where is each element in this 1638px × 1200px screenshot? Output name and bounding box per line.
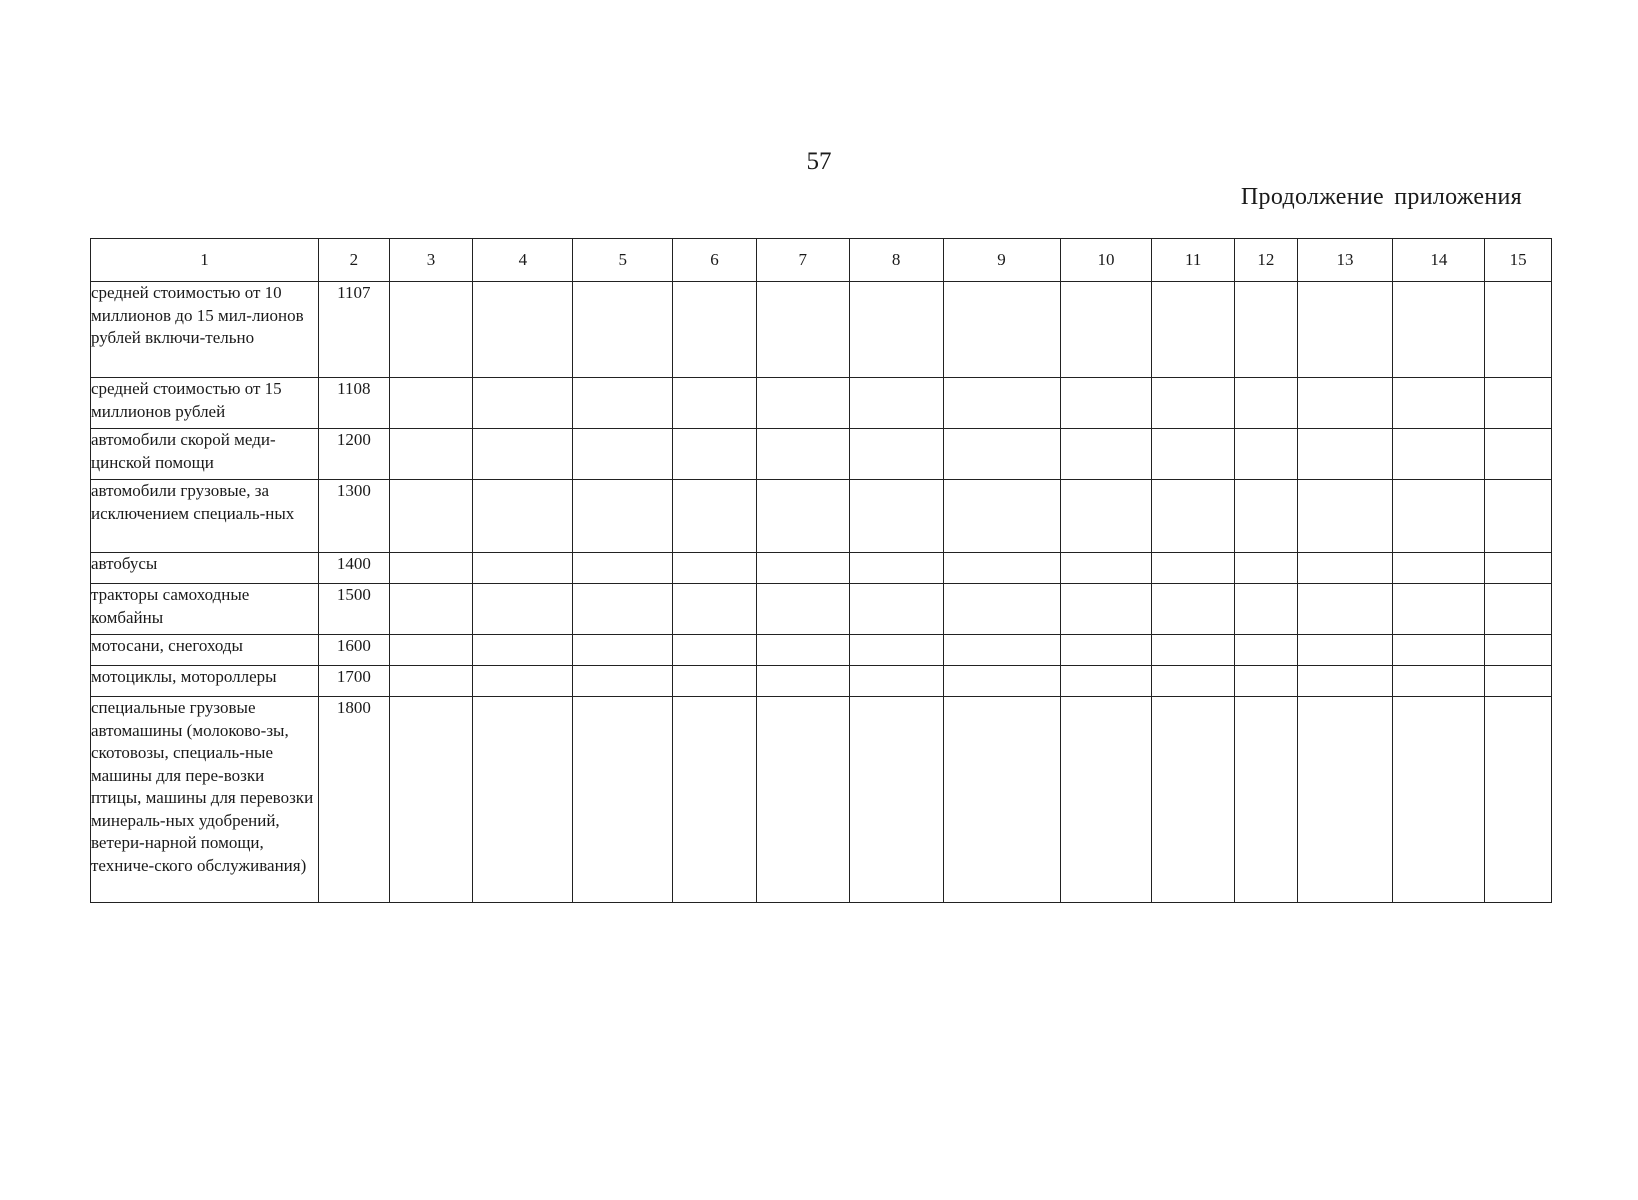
- empty-cell: [943, 697, 1060, 903]
- empty-cell: [1485, 553, 1552, 584]
- row-name: мотосани, снегоходы: [91, 635, 319, 666]
- empty-cell: [473, 378, 573, 429]
- empty-cell: [673, 635, 757, 666]
- empty-cell: [389, 429, 473, 480]
- empty-cell: [573, 282, 673, 378]
- table-row: [91, 553, 1552, 584]
- page-number: 57: [806, 148, 832, 175]
- empty-cell: [1297, 480, 1393, 553]
- row-name: мотоциклы, мотороллеры: [91, 666, 319, 697]
- empty-cell: [1485, 282, 1552, 378]
- empty-cell: [673, 282, 757, 378]
- empty-cell: [1152, 635, 1235, 666]
- table-row: [91, 282, 1552, 378]
- empty-cell: [1393, 697, 1485, 903]
- continuation-label: Продолжение приложения: [1240, 184, 1522, 210]
- table-row: [91, 378, 1552, 429]
- column-header-8: 8: [849, 239, 943, 282]
- empty-cell: [756, 666, 849, 697]
- row-name: автомобили скорой меди-цинской помощи: [91, 429, 319, 480]
- empty-cell: [389, 635, 473, 666]
- empty-cell: [389, 480, 473, 553]
- empty-cell: [849, 584, 943, 635]
- empty-cell: [673, 378, 757, 429]
- row-code: 1600: [319, 635, 390, 666]
- empty-cell: [473, 282, 573, 378]
- empty-cell: [849, 429, 943, 480]
- row-code: 1300: [319, 480, 390, 553]
- empty-cell: [1393, 429, 1485, 480]
- empty-cell: [473, 666, 573, 697]
- empty-cell: [849, 635, 943, 666]
- empty-cell: [1235, 378, 1298, 429]
- empty-cell: [1393, 378, 1485, 429]
- table-row: [91, 697, 1552, 903]
- empty-cell: [389, 584, 473, 635]
- empty-cell: [756, 584, 849, 635]
- empty-cell: [389, 378, 473, 429]
- empty-cell: [943, 666, 1060, 697]
- empty-cell: [673, 697, 757, 903]
- empty-cell: [1393, 553, 1485, 584]
- column-header-9: 9: [943, 239, 1060, 282]
- empty-cell: [1297, 282, 1393, 378]
- empty-cell: [673, 553, 757, 584]
- empty-cell: [849, 378, 943, 429]
- empty-cell: [756, 480, 849, 553]
- empty-cell: [756, 378, 849, 429]
- empty-cell: [849, 480, 943, 553]
- empty-cell: [1485, 584, 1552, 635]
- empty-cell: [1235, 282, 1298, 378]
- empty-cell: [1235, 697, 1298, 903]
- column-header-11: 11: [1152, 239, 1235, 282]
- empty-cell: [1235, 666, 1298, 697]
- table-row: [91, 480, 1552, 553]
- table-row: [91, 635, 1552, 666]
- empty-cell: [1393, 282, 1485, 378]
- empty-cell: [1485, 480, 1552, 553]
- empty-cell: [1060, 480, 1152, 553]
- empty-cell: [389, 666, 473, 697]
- empty-cell: [1060, 697, 1152, 903]
- empty-cell: [943, 378, 1060, 429]
- empty-cell: [849, 697, 943, 903]
- empty-cell: [389, 553, 473, 584]
- empty-cell: [1297, 429, 1393, 480]
- column-header-2: 2: [319, 239, 390, 282]
- empty-cell: [1060, 635, 1152, 666]
- empty-cell: [756, 429, 849, 480]
- empty-cell: [1152, 480, 1235, 553]
- empty-cell: [1485, 697, 1552, 903]
- empty-cell: [943, 635, 1060, 666]
- empty-cell: [673, 666, 757, 697]
- row-code: 1700: [319, 666, 390, 697]
- table-row: [91, 429, 1552, 480]
- row-name: тракторы самоходные комбайны: [91, 584, 319, 635]
- column-header-7: 7: [756, 239, 849, 282]
- empty-cell: [1393, 635, 1485, 666]
- empty-cell: [1393, 480, 1485, 553]
- empty-cell: [849, 553, 943, 584]
- empty-cell: [1297, 378, 1393, 429]
- empty-cell: [1060, 553, 1152, 584]
- empty-cell: [1235, 480, 1298, 553]
- empty-cell: [1393, 666, 1485, 697]
- appendix-table: [90, 238, 1552, 903]
- row-code: 1200: [319, 429, 390, 480]
- empty-cell: [389, 282, 473, 378]
- empty-cell: [756, 697, 849, 903]
- empty-cell: [1060, 429, 1152, 480]
- empty-cell: [1393, 584, 1485, 635]
- empty-cell: [1060, 378, 1152, 429]
- row-name: средней стоимостью от 10 миллионов до 15 мил-лионов рублей включи-тельно: [91, 282, 319, 378]
- row-name: средней стоимостью от 15 миллионов рублей: [91, 378, 319, 429]
- row-code: 1107: [319, 282, 390, 378]
- table-row: [91, 666, 1552, 697]
- empty-cell: [943, 553, 1060, 584]
- empty-cell: [1060, 282, 1152, 378]
- empty-cell: [473, 553, 573, 584]
- empty-cell: [1060, 584, 1152, 635]
- empty-cell: [1152, 666, 1235, 697]
- empty-cell: [1485, 666, 1552, 697]
- empty-cell: [573, 480, 673, 553]
- column-header-14: 14: [1393, 239, 1485, 282]
- column-header-4: 4: [473, 239, 573, 282]
- empty-cell: [1297, 553, 1393, 584]
- empty-cell: [573, 697, 673, 903]
- empty-cell: [573, 553, 673, 584]
- row-name: автомобили грузовые, за исключением специаль-ных: [91, 480, 319, 553]
- empty-cell: [1060, 666, 1152, 697]
- empty-cell: [849, 282, 943, 378]
- empty-cell: [1152, 429, 1235, 480]
- column-header-1: 1: [91, 239, 319, 282]
- empty-cell: [1297, 666, 1393, 697]
- empty-cell: [1297, 635, 1393, 666]
- empty-cell: [1152, 553, 1235, 584]
- empty-cell: [1152, 584, 1235, 635]
- empty-cell: [573, 429, 673, 480]
- empty-cell: [756, 282, 849, 378]
- row-code: 1500: [319, 584, 390, 635]
- empty-cell: [473, 635, 573, 666]
- empty-cell: [1485, 635, 1552, 666]
- empty-cell: [1152, 378, 1235, 429]
- header-row: [91, 239, 1552, 282]
- row-name: автобусы: [91, 553, 319, 584]
- empty-cell: [473, 480, 573, 553]
- empty-cell: [573, 584, 673, 635]
- row-name: специальные грузовые автомашины (молоково-зы, скотовозы, специаль-ные машины для пере-возки птицы, машины для перевозки минераль-ных удобрений, ветери-нарной помощи, техниче-ского обслуживания): [91, 697, 319, 903]
- empty-cell: [673, 584, 757, 635]
- empty-cell: [1152, 697, 1235, 903]
- empty-cell: [573, 666, 673, 697]
- empty-cell: [1235, 429, 1298, 480]
- empty-cell: [943, 480, 1060, 553]
- column-header-6: 6: [673, 239, 757, 282]
- empty-cell: [573, 378, 673, 429]
- column-header-12: 12: [1235, 239, 1298, 282]
- column-header-13: 13: [1297, 239, 1393, 282]
- empty-cell: [473, 584, 573, 635]
- empty-cell: [943, 584, 1060, 635]
- empty-cell: [756, 635, 849, 666]
- empty-cell: [1485, 429, 1552, 480]
- empty-cell: [673, 480, 757, 553]
- empty-cell: [943, 282, 1060, 378]
- row-code: 1400: [319, 553, 390, 584]
- empty-cell: [473, 429, 573, 480]
- empty-cell: [1235, 553, 1298, 584]
- empty-cell: [1297, 697, 1393, 903]
- empty-cell: [849, 666, 943, 697]
- empty-cell: [1235, 635, 1298, 666]
- column-header-15: 15: [1485, 239, 1552, 282]
- empty-cell: [573, 635, 673, 666]
- row-code: 1800: [319, 697, 390, 903]
- empty-cell: [1485, 378, 1552, 429]
- table-row: [91, 584, 1552, 635]
- empty-cell: [1297, 584, 1393, 635]
- row-code: 1108: [319, 378, 390, 429]
- column-header-5: 5: [573, 239, 673, 282]
- empty-cell: [756, 553, 849, 584]
- empty-cell: [943, 429, 1060, 480]
- empty-cell: [473, 697, 573, 903]
- empty-cell: [1235, 584, 1298, 635]
- empty-cell: [1152, 282, 1235, 378]
- column-header-10: 10: [1060, 239, 1152, 282]
- empty-cell: [389, 697, 473, 903]
- column-header-3: 3: [389, 239, 473, 282]
- empty-cell: [673, 429, 757, 480]
